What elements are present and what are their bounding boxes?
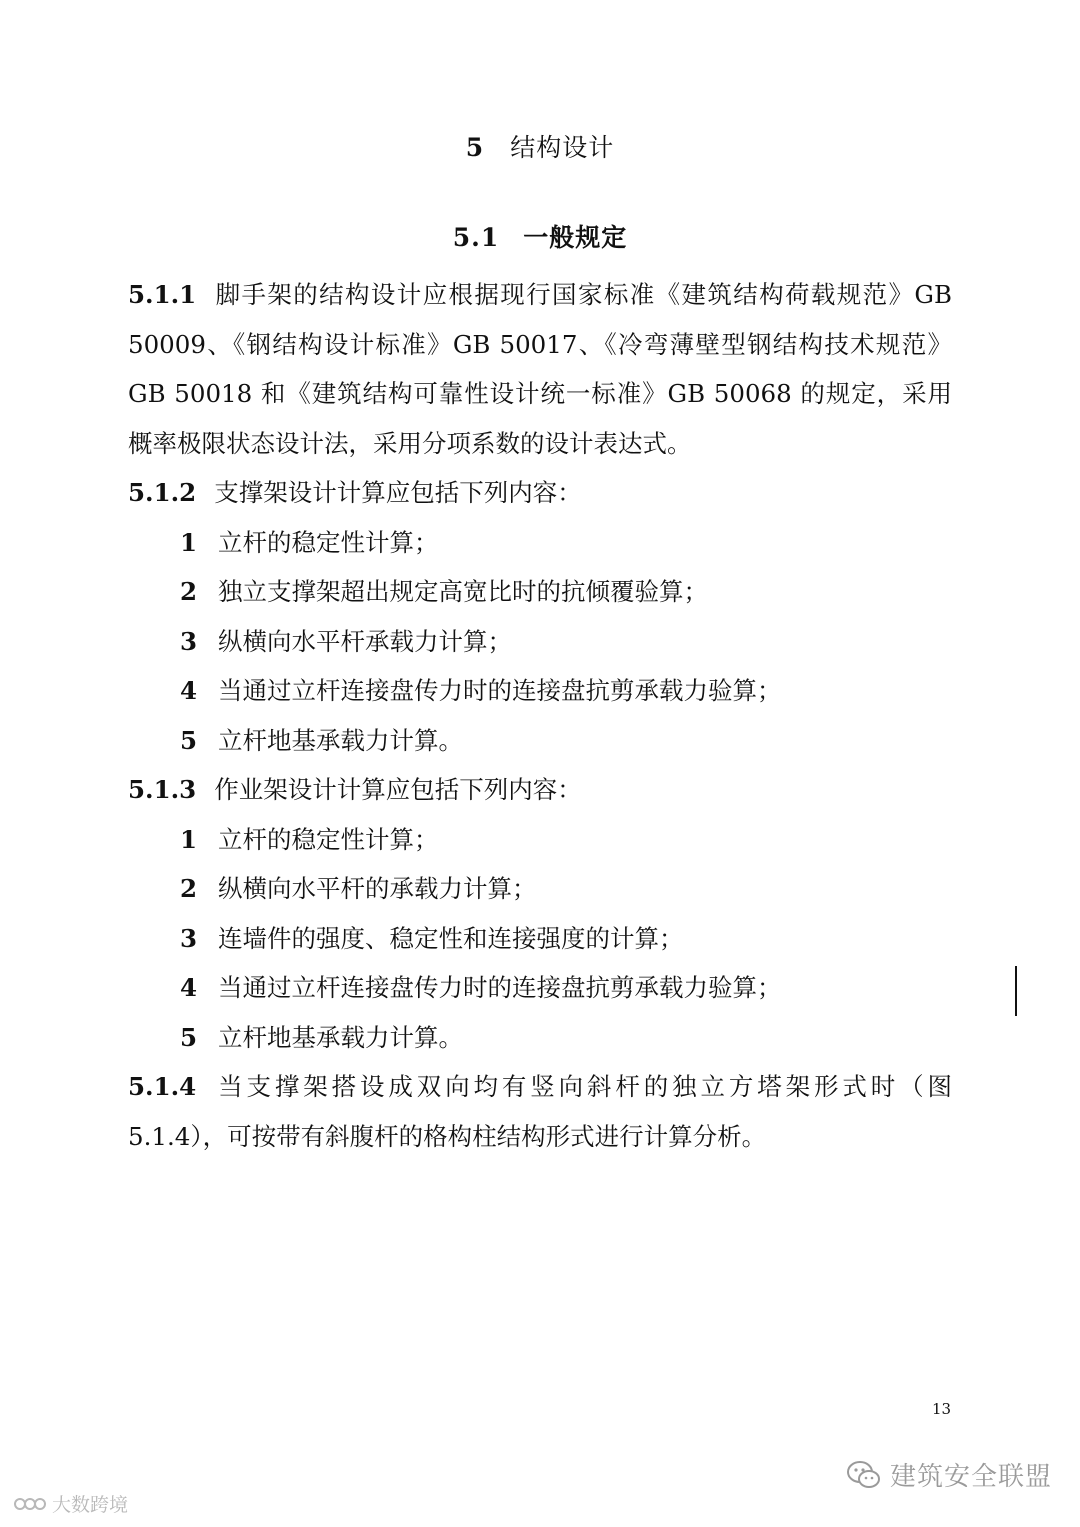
item-text: 纵横向水平杆的承载力计算；	[218, 874, 537, 903]
section-number: 5.1	[452, 223, 500, 252]
watermark-right-text: 建筑安全联盟	[890, 1462, 1053, 1492]
logo-icon	[14, 1493, 48, 1515]
list-item	[128, 716, 952, 766]
clause-number: 5.1.1	[128, 280, 197, 309]
item-text: 当通过立杆连接盘传力时的连接盘抗剪承载力验算；	[218, 676, 782, 705]
item-text: 立杆的稳定性计算；	[218, 824, 439, 854]
section-title-text: 一般规定	[523, 223, 628, 252]
wechat-icon	[846, 1460, 882, 1490]
list-item	[128, 815, 952, 865]
item-number: 3	[180, 626, 198, 656]
item-text: 纵横向水平杆承载力计算；	[218, 626, 512, 656]
item-text: 立杆地基承载力计算。	[218, 725, 463, 755]
clause-text: 当支撑架搭设成双向均有竖向斜杆的独立方塔架形式时（图 5.1.4），可按带有斜腹杆的格构柱结构形式进行计算分析。	[128, 1072, 952, 1151]
watermark-left-text: 大数跨境	[52, 1494, 129, 1516]
item-text: 当通过立杆连接盘传力时的连接盘抗剪承载力验算；	[218, 973, 782, 1002]
item-number: 5	[180, 1022, 198, 1052]
clause-text: 作业架设计计算应包括下列内容：	[214, 775, 582, 804]
section-title	[0, 218, 1080, 254]
watermark-right	[846, 1456, 1052, 1493]
item-number: 1	[180, 527, 198, 557]
list-item	[128, 914, 952, 964]
item-number: 3	[180, 923, 198, 953]
item-text: 立杆的稳定性计算；	[218, 527, 439, 557]
list-item	[128, 617, 952, 667]
chapter-title-text: 结构设计	[510, 133, 615, 162]
list-item	[128, 963, 952, 1013]
item-text: 连墙件的强度、稳定性和连接强度的计算；	[218, 923, 684, 953]
body-text	[128, 270, 952, 1161]
chapter-title	[0, 128, 1080, 164]
item-number: 4	[180, 973, 198, 1002]
page-number: 13	[932, 1400, 952, 1418]
list-item	[128, 1013, 952, 1063]
watermark-left	[14, 1490, 128, 1517]
list-item	[128, 666, 952, 716]
item-number: 1	[180, 824, 198, 854]
clause-5-1-3	[128, 765, 952, 815]
clause-number: 5.1.3	[128, 775, 197, 804]
item-number: 4	[180, 676, 198, 705]
clause-text: 支撑架设计计算应包括下列内容：	[214, 478, 582, 507]
revision-bar	[1015, 966, 1017, 1016]
item-text: 独立支撑架超出规定高宽比时的抗倾覆验算；	[218, 577, 708, 606]
clause-number: 5.1.4	[128, 1072, 197, 1101]
clause-text: 脚手架的结构设计应根据现行国家标准《建筑结构荷载规范》GB 50009、《钢结构设计标准》GB 50017、《冷弯薄壁型钢结构技术规范》GB 50018 和《建筑结构可靠性设计统一标准》GB 50068 的规定，采用概率极限状态设计法，采用分项系数的设计表达式。	[128, 280, 952, 458]
item-number: 2	[180, 577, 198, 606]
clause-5-1-1	[128, 270, 952, 468]
list-item	[128, 567, 952, 617]
chapter-number: 5	[465, 133, 485, 162]
clause-5-1-4	[128, 1062, 952, 1161]
list-item	[128, 864, 952, 914]
clause-5-1-2	[128, 468, 952, 518]
item-text: 立杆地基承载力计算。	[218, 1022, 463, 1052]
list-item	[128, 518, 952, 568]
item-number: 2	[180, 874, 198, 903]
item-number: 5	[180, 725, 198, 755]
clause-number: 5.1.2	[128, 478, 197, 507]
